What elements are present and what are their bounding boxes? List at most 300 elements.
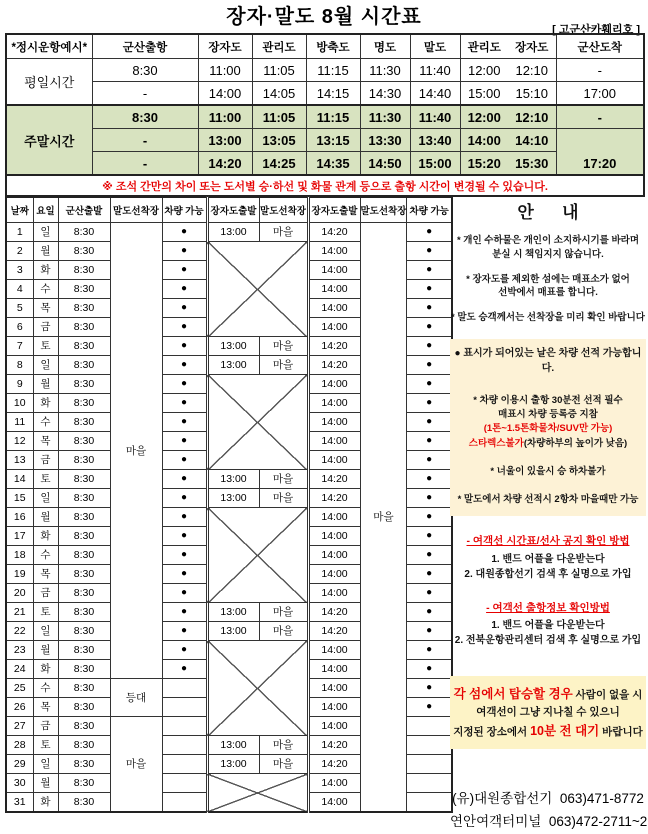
jangja-depart2-cell: 14:20 [308,356,360,375]
maldo-dock-cell: 마을 [360,223,407,813]
schedule-time-cell: 11:30 [360,59,410,82]
day-cell: 월 [33,508,58,527]
car-available-cell [407,774,452,793]
car-available-cell: ● [407,318,452,337]
schedule-time-cell: 14:00 [198,82,252,106]
date-cell: 9 [6,375,33,394]
no-service-crossed-cell [207,508,308,603]
car-available-cell: ● [162,394,207,413]
jangja-depart-cell: 13:00 [207,603,259,622]
date-cell: 4 [6,280,33,299]
maldo-dock-cell: 마을 [259,356,308,375]
date-cell: 24 [6,660,33,679]
date-cell: 8 [6,356,33,375]
day-cell: 일 [33,755,58,774]
warning-black-text: 지정된 장소에서 [453,725,528,738]
jangja-depart2-cell: 14:20 [308,622,360,641]
schedule-time-cell: 15:30 [508,152,556,176]
gunsan-depart-cell: 8:30 [58,508,110,527]
schedule-time-cell: 11:40 [410,105,460,129]
jangja-depart2-cell: 14:20 [308,603,360,622]
date-cell: 7 [6,337,33,356]
car-available-cell: ● [407,527,452,546]
calendar-header-row [6,197,452,223]
gunsan-depart-cell: 8:30 [58,584,110,603]
day-cell: 금 [33,318,58,337]
day-cell: 화 [33,793,58,813]
gunsan-depart-cell: 8:30 [58,337,110,356]
calendar-column-header: 장자도출발 [308,197,360,223]
jangja-depart2-cell: 14:00 [308,394,360,413]
car-available-cell: ● [162,546,207,565]
car-available-cell: ● [407,679,452,698]
vehicle-loading-box [450,339,646,517]
car-available-cell: ● [407,622,452,641]
schedule-time-cell: 15:10 [508,82,556,106]
contact-name: 연안여객터미널 [450,813,542,829]
calendar-column-header: 군산출발 [58,197,110,223]
date-cell: 13 [6,451,33,470]
contact-name: (유)대원종합선기 [452,790,553,806]
day-cell: 토 [33,736,58,755]
day-cell: 일 [33,356,58,375]
schedule-time-cell: 14:25 [252,152,306,176]
schedule-time-cell: 13:15 [306,129,360,152]
contact-line-ferry-company [450,788,646,811]
car-available-cell: ● [162,318,207,337]
no-service-crossed-cell [207,641,308,736]
car-available-cell: ● [407,698,452,717]
schedule-time-cell: 14:20 [198,152,252,176]
schedule-time-cell: 13:30 [360,129,410,152]
car-available-cell: ● [162,375,207,394]
jangja-depart2-cell: 14:00 [308,432,360,451]
date-cell: 25 [6,679,33,698]
gunsan-depart-cell: 8:30 [58,755,110,774]
gunsan-depart-cell: 8:30 [58,451,110,470]
car-available-cell: ● [407,223,452,242]
date-cell: 2 [6,242,33,261]
car-available-cell: ● [162,356,207,375]
schedule-time-cell: 12:10 [508,105,556,129]
jangja-depart2-cell: 14:00 [308,527,360,546]
day-cell: 일 [33,223,58,242]
schedule-time-cell: 11:40 [410,59,460,82]
schedule-time-cell: 14:00 [460,129,508,152]
info-panel [450,196,646,834]
gunsan-depart-cell: 8:30 [58,660,110,679]
jangja-depart2-cell: 14:00 [308,318,360,337]
day-cell: 수 [33,413,58,432]
gunsan-depart-cell: 8:30 [58,679,110,698]
schedule-time-cell: 15:00 [410,152,460,176]
info-note-baggage [450,234,646,262]
date-cell: 5 [6,299,33,318]
schedule-note: ※ 조석 간만의 차이 또는 도서별 승·하선 및 화물 관계 등으로 출항 시간이 변경될 수 있습니다. [6,175,644,196]
gunsan-depart-cell: 8:30 [58,470,110,489]
car-available-cell [407,793,452,813]
car-available-cell [407,717,452,736]
schedule-time-cell: - [92,82,198,106]
date-cell: 26 [6,698,33,717]
car-available-cell: ● [407,432,452,451]
jangja-depart2-cell: 14:00 [308,261,360,280]
jangja-depart2-cell: 14:00 [308,641,360,660]
jangja-depart2-cell: 14:20 [308,755,360,774]
schedule-time-cell: 14:05 [252,82,306,106]
car-available-cell: ● [407,546,452,565]
day-cell: 수 [33,679,58,698]
car-available-cell: ● [162,508,207,527]
schedule-time-cell: 14:40 [410,82,460,106]
car-available-cell: ● [407,641,452,660]
day-cell: 목 [33,698,58,717]
date-cell: 3 [6,261,33,280]
warning-black-text: 사람이 없을 시 [575,688,643,701]
gunsan-depart-cell: 8:30 [58,432,110,451]
schedule-time-cell: 15:00 [460,82,508,106]
gunsan-depart-cell: 8:30 [58,280,110,299]
day-cell: 금 [33,717,58,736]
date-cell: 23 [6,641,33,660]
info-note-maldo-dock [450,311,646,325]
schedule-time-cell: 14:30 [360,82,410,106]
jangja-depart2-cell: 14:00 [308,717,360,736]
maldo-dock-cell: 마을 [259,736,308,755]
car-available-cell: ● [162,641,207,660]
jangja-depart2-cell: 14:20 [308,489,360,508]
date-cell: 18 [6,546,33,565]
gunsan-depart-cell: 8:30 [58,793,110,813]
car-available-cell: ● [162,565,207,584]
gunsan-depart-cell: 8:30 [58,641,110,660]
car-available-cell: ● [162,242,207,261]
day-cell: 수 [33,546,58,565]
date-cell: 20 [6,584,33,603]
car-available-cell: ● [407,603,452,622]
car-available-cell: ● [407,413,452,432]
schedule-time-cell: 11:15 [306,59,360,82]
jangja-depart2-cell: 14:00 [308,413,360,432]
maldo-dock-cell: 마을 [259,470,308,489]
date-cell: 30 [6,774,33,793]
jangja-depart2-cell: 14:00 [308,508,360,527]
maldo-dock-cell: 마을 [259,337,308,356]
calendar-column-header: 날짜 [6,197,33,223]
schedule-time-cell: 14:50 [360,152,410,176]
day-cell: 월 [33,375,58,394]
date-cell: 12 [6,432,33,451]
jangja-depart-cell: 13:00 [207,622,259,641]
schedule-time-cell: 11:00 [198,105,252,129]
starex-red-text: 스타렉스불가 [468,437,524,449]
maldo-dock-cell: 마을 [259,622,308,641]
waiting-warning-box [450,676,646,749]
method-step: 1. 밴드 어플을 다운받는다 [491,619,605,631]
schedule-column-header: 말도 [410,34,460,59]
jangja-depart2-cell: 14:00 [308,660,360,679]
day-cell: 일 [33,622,58,641]
schedule-column-header: 관리도 [460,34,508,59]
method-step: 2. 대원종합선기 검색 후 실명으로 가입 [464,569,632,581]
jangja-depart2-cell: 14:00 [308,565,360,584]
table-row [6,223,452,242]
car-available-cell: ● [162,299,207,318]
gunsan-depart-cell: 8:30 [58,223,110,242]
date-cell: 17 [6,527,33,546]
schedule-column-header: 명도 [360,34,410,59]
example-schedule-table [5,33,645,197]
gunsan-depart-cell: 8:30 [58,394,110,413]
info-note-line: * 장자도를 제외한 섬에는 매표소가 없어 [466,273,630,285]
schedule-time-cell: 11:05 [252,59,306,82]
car-available-cell: ● [162,584,207,603]
vehicle-box-headline: ● 표시가 되어있는 날은 차량 선적 가능합니다. [454,347,642,374]
info-note-line: * 말도 승객께서는 선착장을 미리 확인 바랍니다 [451,312,645,324]
car-available-cell: ● [407,337,452,356]
schedule-column-header: 군산도착 [556,34,644,59]
date-cell: 29 [6,755,33,774]
maldo-dock-cell: 마을 [259,755,308,774]
gunsan-depart-cell: 8:30 [58,413,110,432]
weekday-label: 평일시간 [6,59,92,106]
weekend-label: 주말시간 [6,105,92,175]
warning-red-text: 10분 전 대기 [530,723,600,738]
vehicle-box-line: * 차량 이용시 출항 30분전 선적 필수 [473,394,623,406]
day-cell: 화 [33,660,58,679]
schedule-time-cell: - [556,59,644,82]
jangja-depart-cell: 13:00 [207,736,259,755]
gunsan-depart-cell: 8:30 [58,546,110,565]
date-cell: 16 [6,508,33,527]
car-available-cell: ● [407,470,452,489]
schedule-arrival-cell: 17:20 [556,129,644,176]
warning-red-text: 각 섬에서 탑승할 경우 [453,686,573,701]
calendar-column-header: 장자도출발 [207,197,259,223]
contact-info [450,788,646,834]
car-available-cell [407,736,452,755]
contact-line-terminal [450,811,646,834]
day-cell: 토 [33,470,58,489]
schedule-time-cell: 13:05 [252,129,306,152]
schedule-column-header: 방축도 [306,34,360,59]
maldo-dock-cell: 등대 [110,679,162,717]
day-cell: 화 [33,261,58,280]
vehicle-box-line-starex [451,437,645,451]
date-cell: 19 [6,565,33,584]
jangja-depart-cell: 13:00 [207,489,259,508]
day-cell: 토 [33,603,58,622]
weekday-row [6,59,644,82]
schedule-time-cell: 17:00 [556,82,644,106]
car-available-cell [162,679,207,698]
schedule-time-cell: 8:30 [92,105,198,129]
notice-check-method-2 [450,600,646,649]
car-available-cell: ● [407,584,452,603]
page-title: 장자·말도 8월 시간표 [226,6,422,28]
calendar-column-header: 차량 가능 [162,197,207,223]
vehicle-box-line: * 말도에서 차량 선적시 2항차 마을때만 가능 [457,494,639,506]
schedule-column-header: 군산출항 [92,34,198,59]
day-cell: 목 [33,432,58,451]
car-available-cell: ● [162,470,207,489]
gunsan-depart-cell: 8:30 [58,242,110,261]
maldo-dock-cell: 마을 [259,603,308,622]
schedule-time-cell: 13:00 [198,129,252,152]
car-available-cell: ● [407,565,452,584]
car-available-cell: ● [162,603,207,622]
car-available-cell: ● [407,508,452,527]
schedule-time-cell: 11:30 [360,105,410,129]
gunsan-depart-cell: 8:30 [58,736,110,755]
calendar-column-header: 차량 가능 [407,197,452,223]
maldo-dock-cell: 마을 [110,717,162,813]
schedule-time-cell: 14:15 [306,82,360,106]
schedule-note-row [6,175,644,196]
car-available-cell [162,717,207,736]
jangja-depart2-cell: 14:00 [308,375,360,394]
calendar-column-header: 말도선착장 [360,197,407,223]
schedule-corner-header: *정시운항예시* [6,34,92,59]
jangja-depart-cell: 13:00 [207,337,259,356]
starex-black-text: (차량하부의 높이가 낮음) [523,437,628,449]
calendar-column-header: 말도선착장 [259,197,308,223]
schedule-time-cell: 12:00 [460,59,508,82]
vessel-name-label: [ 고군산카훼리호 ] [552,24,640,36]
schedule-time-cell: 11:15 [306,105,360,129]
jangja-depart2-cell: 14:00 [308,793,360,813]
warning-line-1 [452,684,644,704]
contact-phone: 063)471-8772 [559,790,644,806]
schedule-time-cell: 13:40 [410,129,460,152]
gunsan-depart-cell: 8:30 [58,375,110,394]
jangja-depart2-cell: 14:00 [308,451,360,470]
method-title: - 여객선 시간표/선사 공지 확인 방법 [466,535,630,548]
jangja-depart2-cell: 14:00 [308,242,360,261]
car-available-cell [162,736,207,755]
car-available-cell: ● [407,299,452,318]
car-available-cell: ● [162,413,207,432]
gunsan-depart-cell: 8:30 [58,356,110,375]
gunsan-depart-cell: 8:30 [58,622,110,641]
schedule-time-cell: 12:10 [508,59,556,82]
no-service-crossed-cell [207,242,308,337]
day-cell: 월 [33,641,58,660]
jangja-depart2-cell: 14:20 [308,337,360,356]
day-cell: 월 [33,774,58,793]
jangja-depart2-cell: 14:20 [308,223,360,242]
schedule-time-cell: 14:10 [508,129,556,152]
gunsan-depart-cell: 8:30 [58,489,110,508]
car-available-cell [407,755,452,774]
day-cell: 금 [33,584,58,603]
warning-line-3 [452,721,644,741]
day-cell: 목 [33,565,58,584]
date-cell: 11 [6,413,33,432]
notice-check-method-1 [450,533,646,582]
date-cell: 10 [6,394,33,413]
date-cell: 28 [6,736,33,755]
method-step: 2. 전북운항관리센터 검색 후 실명으로 가입 [454,635,642,647]
contact-phone: 063)472-2711~2 [548,813,648,829]
car-available-cell [162,793,207,813]
schedule-header-row [6,34,644,59]
schedule-time-cell: 11:00 [198,59,252,82]
weekday-row [6,82,644,106]
day-cell: 화 [33,527,58,546]
date-cell: 15 [6,489,33,508]
gunsan-depart-cell: 8:30 [58,717,110,736]
car-available-cell: ● [162,489,207,508]
jangja-depart-cell: 13:00 [207,470,259,489]
no-service-crossed-cell [207,375,308,470]
gunsan-depart-cell: 8:30 [58,698,110,717]
maldo-dock-cell: 마을 [110,223,162,679]
day-cell: 금 [33,451,58,470]
vehicle-box-line-restriction: (1톤~1.5톤화물차/SUV만 가능) [483,423,613,435]
gunsan-depart-cell: 8:30 [58,565,110,584]
gunsan-depart-cell: 8:30 [58,774,110,793]
schedule-column-header: 장자도 [198,34,252,59]
jangja-depart-cell: 13:00 [207,356,259,375]
car-available-cell: ● [162,261,207,280]
calendar-column-header: 말도선착장 [110,197,162,223]
car-available-cell: ● [407,242,452,261]
car-available-cell: ● [162,451,207,470]
schedule-time-cell: 12:00 [460,105,508,129]
info-note-line: * 개인 수하물은 개인이 소지하시기를 바라며 [456,235,640,246]
car-available-cell: ● [407,261,452,280]
car-available-cell: ● [407,489,452,508]
gunsan-depart-cell: 8:30 [58,318,110,337]
info-note-line: 선박에서 매표를 합니다. [498,287,598,299]
date-cell: 31 [6,793,33,813]
day-cell: 수 [33,280,58,299]
jangja-depart-cell: 13:00 [207,223,259,242]
car-available-cell: ● [162,337,207,356]
vehicle-box-line: 매표시 차량 등록증 지참 [498,409,598,421]
calendar-column-header: 요일 [33,197,58,223]
jangja-depart2-cell: 14:00 [308,584,360,603]
day-cell: 월 [33,242,58,261]
jangja-depart2-cell: 14:00 [308,280,360,299]
jangja-depart2-cell: 14:00 [308,299,360,318]
jangja-depart2-cell: 14:00 [308,774,360,793]
weekend-row [6,152,644,176]
jangja-depart2-cell: 14:20 [308,470,360,489]
schedule-time-cell: - [556,105,644,129]
maldo-dock-cell: 마을 [259,489,308,508]
date-cell: 27 [6,717,33,736]
gunsan-depart-cell: 8:30 [58,261,110,280]
method-step: 1. 밴드 어플을 다운받는다 [491,553,605,565]
car-available-cell: ● [407,660,452,679]
car-available-cell: ● [162,660,207,679]
jangja-depart2-cell: 14:20 [308,736,360,755]
info-note-line: 분실 시 책임지지 않습니다. [492,248,604,260]
day-cell: 일 [33,489,58,508]
jangja-depart2-cell: 14:00 [308,546,360,565]
day-cell: 토 [33,337,58,356]
date-cell: 21 [6,603,33,622]
jangja-depart2-cell: 14:00 [308,679,360,698]
no-service-crossed-cell [207,774,308,813]
car-available-cell: ● [407,280,452,299]
car-available-cell [162,698,207,717]
gunsan-depart-cell: 8:30 [58,299,110,318]
car-available-cell: ● [162,527,207,546]
maldo-dock-cell: 마을 [259,223,308,242]
